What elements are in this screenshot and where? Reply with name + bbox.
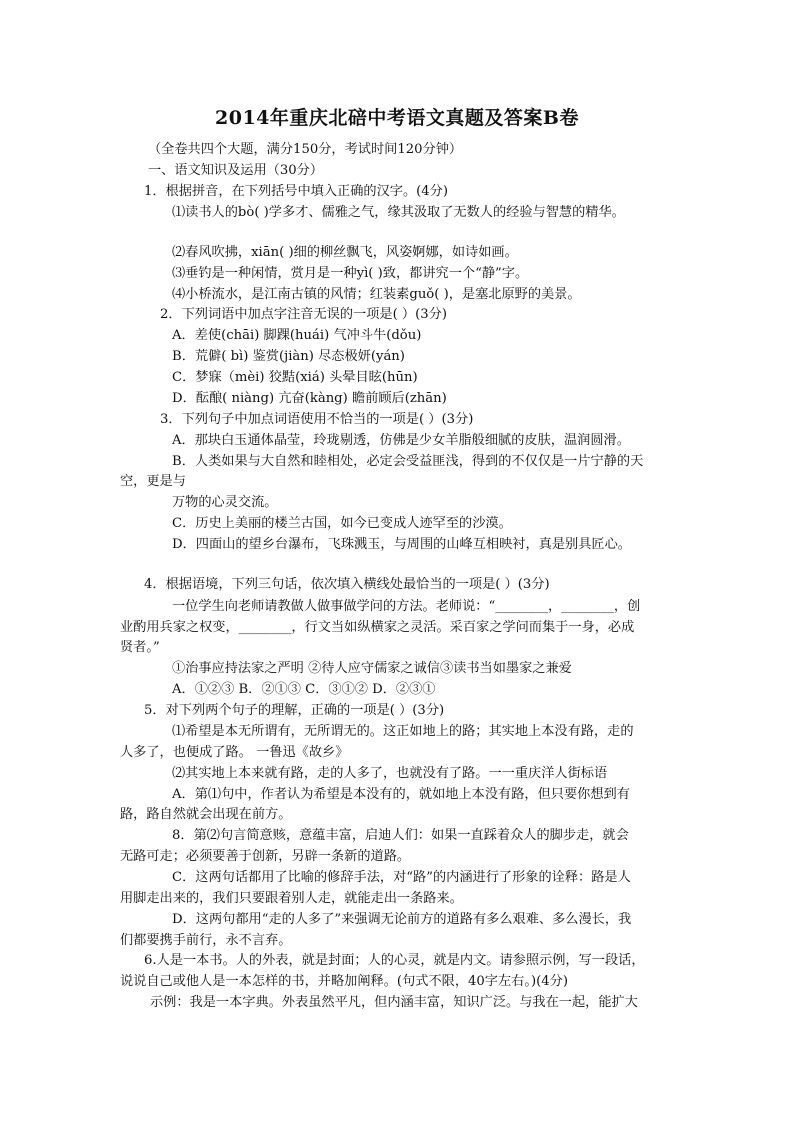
q5-option-a-cont: 路，路自然就会出现在前方。 bbox=[120, 807, 292, 822]
q5-option-c-cont: 用脚走出来的，我们只要跟着别人走，就能走出一条路来。 bbox=[120, 891, 463, 906]
q1-item-1: ⑴读书人的bò( )学多才、儒雅之气，缘其汲取了无数人的经验与智慧的精华。 bbox=[172, 205, 625, 220]
q5-option-b-cont: 无路可走；必须要善于创新，另辟一条新的道路。 bbox=[120, 849, 411, 864]
q3-option-d: D．四面山的望乡台瀑布，飞珠溅玉，与周围的山峰互相映衬，真是别具匠心。 bbox=[172, 537, 631, 552]
question-1: 1．根据拼音，在下列括号中填入正确的汉字。(4分) bbox=[144, 184, 449, 199]
q2-option-b: B．荒僻( bì) 鉴赏(jiàn) 尽态极妍(yán) bbox=[172, 349, 405, 364]
q5-sentence-1: ⑴希望是本无所谓有，无所谓无的。这正如地上的路；其实地上本没有路，走的 bbox=[172, 724, 634, 739]
q5-sentence-1-cont: 人多了，也便成了路。 一鲁迅《故乡》 bbox=[120, 745, 349, 760]
question-6-cont: 说说自己或他人是一本怎样的书，并略加阐释。(句式不限，40字左右。)(4分) bbox=[120, 974, 568, 989]
question-4: 4．根据语境，下列三句话，依次填入横线处最恰当的一项是( ）(3分) bbox=[144, 577, 550, 592]
q6-example: 示例：我是一本字典。外表虽然平凡，但内涵丰富，知识广泛。与我在一起，能扩大 bbox=[150, 995, 638, 1010]
q3-option-c: C．历史上美丽的楼兰古国，如今已变成人迹罕至的沙漠。 bbox=[172, 516, 512, 531]
question-2: 2．下列词语中加点字注音无误的一项是( ）(3分) bbox=[160, 307, 447, 322]
q3-option-b: B．人类如果与大自然和睦相处，必定会受益匪浅，得到的不仅仅是一片宁静的天 bbox=[172, 454, 644, 469]
q5-option-d-cont: 们都要携手前行，永不言弃。 bbox=[120, 933, 292, 948]
q3-option-b-cont2: 万物的心灵交流。 bbox=[172, 495, 278, 510]
q2-option-a: A．差使(chāi) 脚踝(huái) 气冲斗牛(dǒu) bbox=[172, 328, 422, 343]
question-3: 3．下列句子中加点词语使用不恰当的一项是( ）(3分) bbox=[160, 412, 474, 427]
q2-option-d: D．酝酿( niàng) 亢奋(kàng) 瞻前顾后(zhān) bbox=[172, 391, 447, 406]
q1-item-4: ⑷小桥流水，是江南古镇的风情；红装素guǒ( )，是塞北原野的美景。 bbox=[172, 287, 581, 302]
q4-choices: ①治事应持法家之严明 ②待人应守儒家之诚信③读书当如墨家之兼爱 bbox=[172, 661, 572, 676]
q1-item-3: ⑶垂钓是一种闲情，赏月是一种yì( )致，都讲究一个“静”字。 bbox=[172, 266, 529, 281]
page-title: 2014年重庆北碚中考语文真题及答案B卷 bbox=[215, 107, 579, 129]
q4-passage-3: 贤者。” bbox=[120, 640, 160, 655]
q3-option-b-cont: 空，更是与 bbox=[120, 474, 186, 489]
q4-passage-2: 业酌用兵家之权变，________，行文当如纵横家之灵活。采百家之学问而集于一身，必成 bbox=[120, 620, 635, 635]
q4-passage-1: 一位学生向老师请教做人做事做学问的方法。老师说：“________，________，创 bbox=[172, 599, 641, 614]
question-6: 6.人是一本书。人的外表，就是封面；人的心灵，就是内文。请参照示例，写一段话， bbox=[144, 953, 645, 968]
q5-option-d: D．这两句都用“走的人多了”来强调无论前方的道路有多么艰难、多么漫长，我 bbox=[172, 912, 632, 927]
q5-option-a: A．第⑴句中，作者认为希望是本没有的，就如地上本没有路，但只要你想到有 bbox=[172, 787, 630, 802]
q5-option-b: 8．第⑵句言简意赅，意蕴丰富，启迪人们：如果一直踩着众人的脚步走，就会 bbox=[172, 828, 629, 843]
q1-item-2: ⑵春风吹拂，xiān( )细的柳丝飘飞，风姿婀娜，如诗如画。 bbox=[172, 245, 518, 260]
q3-option-a: A．那块白玉通体晶莹，玲珑剔透，仿佛是少女羊脂般细腻的皮肤，温润圆滑。 bbox=[172, 433, 630, 448]
q4-options: A．①②③ B．②①③ C．③①② D．②③① bbox=[172, 682, 436, 697]
q5-option-c: C．这两句话都用了比喻的修辞手法，对“路”的内涵进行了形象的诠释：路是人 bbox=[172, 870, 631, 885]
q5-sentence-2: ⑵其实地上本来就有路，走的人多了，也就没有了路。一一重庆洋人街标语 bbox=[172, 766, 608, 781]
exam-info: （全卷共四个大题，满分150分，考试时间120分钟） bbox=[148, 142, 463, 157]
section-heading: 一、语文知识及运用（30分） bbox=[148, 163, 324, 178]
question-5: 5．对下列两个句子的理解，正确的一项是( ）(3分) bbox=[144, 703, 445, 718]
q2-option-c: C．梦寐（mèi) 狡黠(xiá) 头晕目眩(hūn) bbox=[172, 370, 418, 385]
